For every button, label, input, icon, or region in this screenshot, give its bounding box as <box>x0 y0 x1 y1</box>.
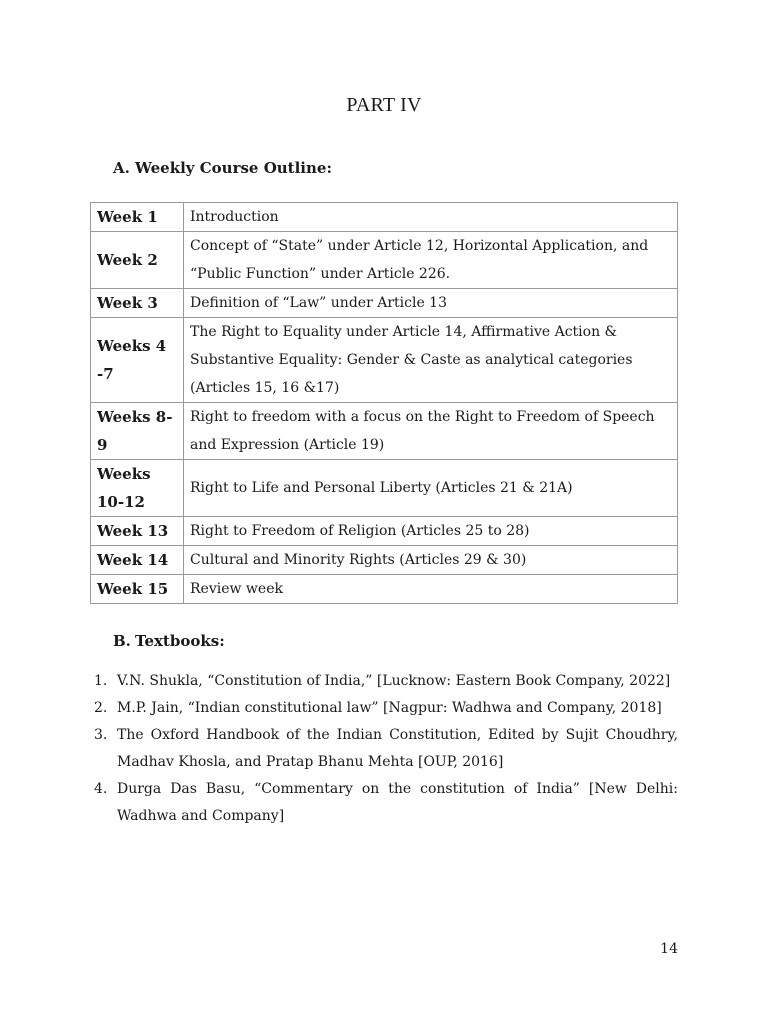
week-cell: Week 3 <box>91 289 184 318</box>
textbook-citation: Durga Das Basu, “Commentary on the constitution of India” [New Delhi: Wadhwa and Company] <box>117 781 678 824</box>
table-row <box>91 460 678 517</box>
topic-cell: Concept of “State” under Article 12, Horizontal Application, and “Public Function” under Article 226. <box>184 232 678 289</box>
week-cell: Weeks 4 -7 <box>91 318 184 403</box>
list-item <box>90 668 678 695</box>
week-cell: Week 13 <box>91 517 184 546</box>
list-item <box>90 722 678 776</box>
week-cell: Weeks 10-12 <box>91 460 184 517</box>
table-row <box>91 232 678 289</box>
topic-cell: Introduction <box>184 203 678 232</box>
section-letter: B. <box>113 632 131 650</box>
week-cell: Weeks 8-9 <box>91 403 184 460</box>
topic-cell: Review week <box>184 575 678 604</box>
topic-cell: Right to Freedom of Religion (Articles 25 to 28) <box>184 517 678 546</box>
list-number: 1. <box>94 673 108 689</box>
list-number: 4. <box>94 781 108 797</box>
table-row <box>91 289 678 318</box>
page-title: PART IV <box>346 94 422 116</box>
table-row <box>91 318 678 403</box>
topic-cell: Cultural and Minority Rights (Articles 29 & 30) <box>184 546 678 575</box>
week-cell: Week 15 <box>91 575 184 604</box>
section-heading-text: Textbooks: <box>135 632 225 650</box>
list-number: 3. <box>94 727 108 743</box>
section-heading-textbooks <box>113 632 225 650</box>
textbook-citation: V.N. Shukla, “Constitution of India,” [Lucknow: Eastern Book Company, 2022] <box>117 673 671 689</box>
table-row <box>91 575 678 604</box>
table-row <box>91 517 678 546</box>
weekly-outline-table <box>90 202 678 604</box>
textbook-citation: M.P. Jain, “Indian constitutional law” [Nagpur: Wadhwa and Company, 2018] <box>117 700 662 716</box>
week-cell: Week 14 <box>91 546 184 575</box>
topic-cell: Definition of “Law” under Article 13 <box>184 289 678 318</box>
table-row <box>91 546 678 575</box>
section-heading-text: Weekly Course Outline: <box>135 159 332 177</box>
topic-cell: The Right to Equality under Article 14, Affirmative Action & Substantive Equality: Gender & Caste as analytical categories (Articles 15, 16 &17) <box>184 318 678 403</box>
table-row <box>91 403 678 460</box>
textbook-citation: The Oxford Handbook of the Indian Constitution, Edited by Sujit Choudhry, Madhav Khosla, and Pratap Bhanu Mehta [OUP, 2016] <box>117 727 678 770</box>
week-cell: Week 1 <box>91 203 184 232</box>
list-item <box>90 695 678 722</box>
textbook-list <box>90 668 678 830</box>
page-number: 14 <box>660 941 678 957</box>
week-cell: Week 2 <box>91 232 184 289</box>
list-number: 2. <box>94 700 108 716</box>
topic-cell: Right to Life and Personal Liberty (Articles 21 & 21A) <box>184 460 678 517</box>
list-item <box>90 776 678 830</box>
section-heading-weekly-outline <box>113 159 332 177</box>
topic-cell: Right to freedom with a focus on the Right to Freedom of Speech and Expression (Article 19) <box>184 403 678 460</box>
table-row <box>91 203 678 232</box>
section-letter: A. <box>113 159 130 177</box>
